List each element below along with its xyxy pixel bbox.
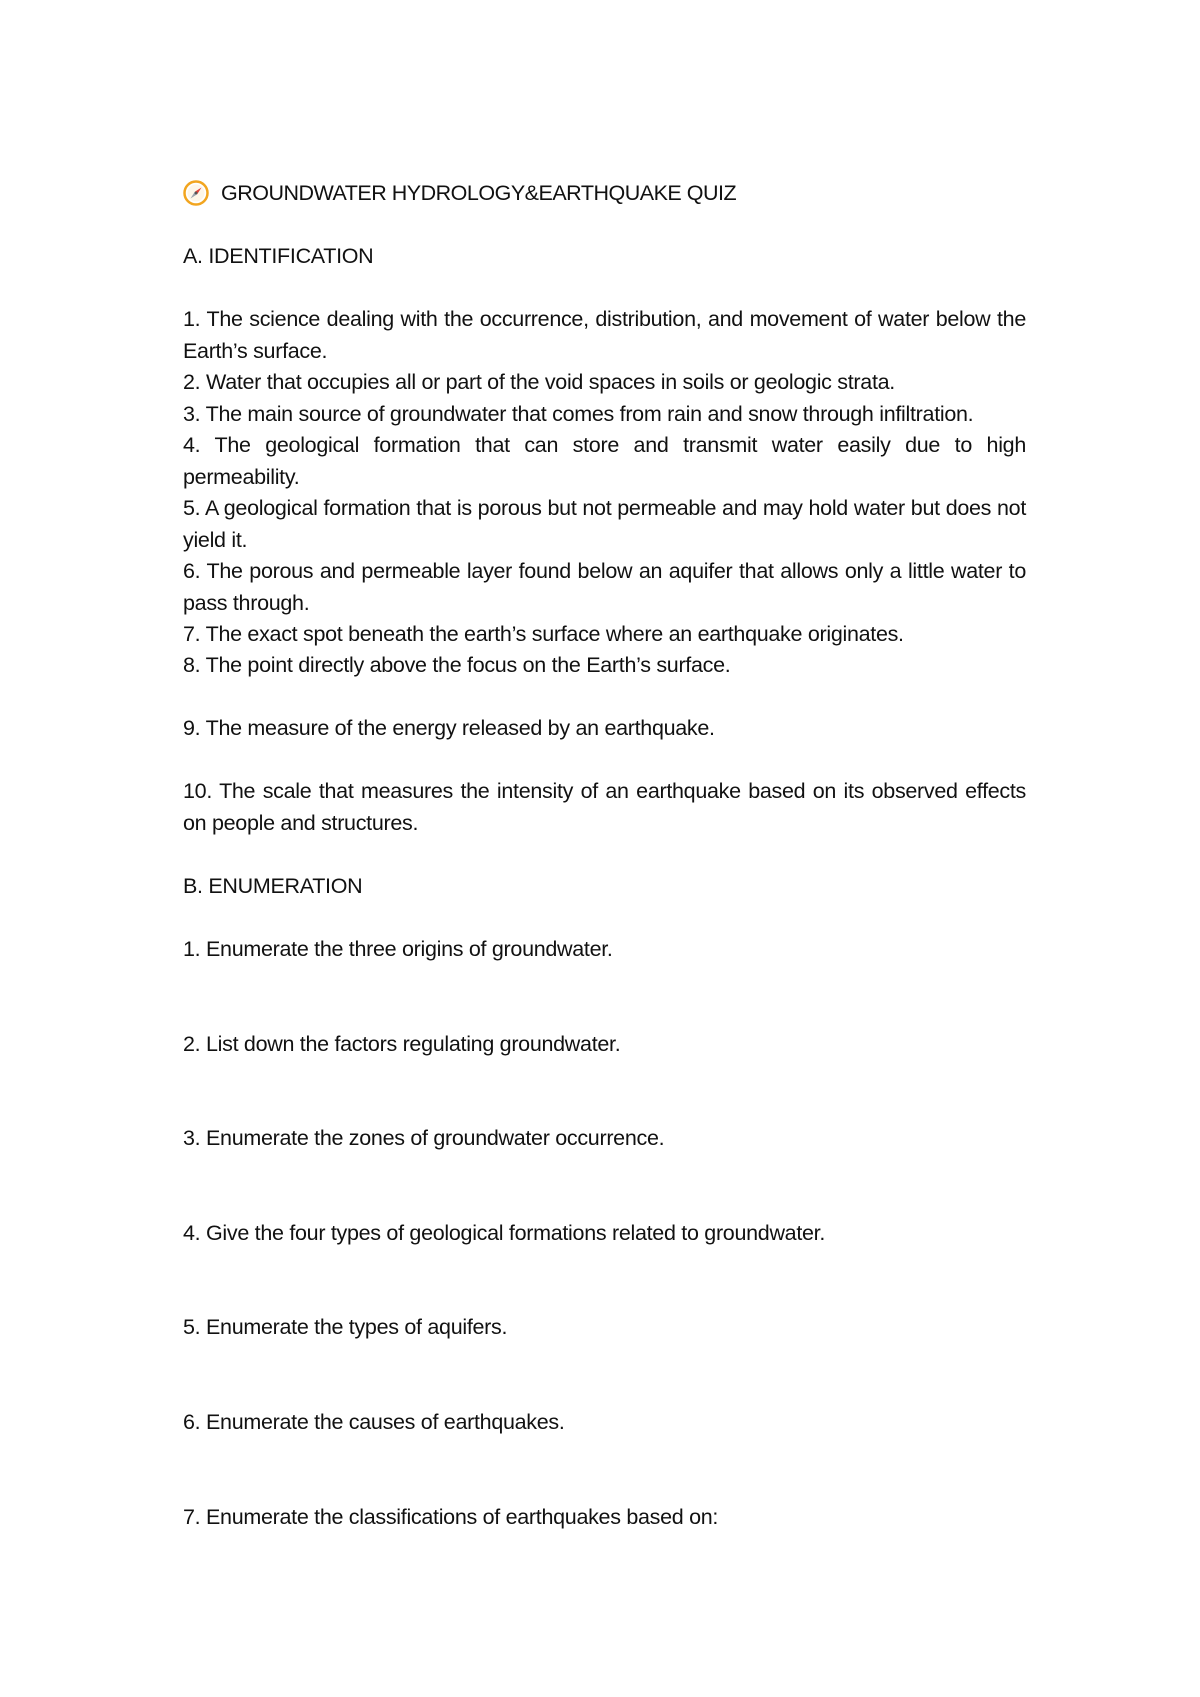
enumeration-item-4: 4. Give the four types of geological formations related to groundwater. [183,1221,825,1245]
enumeration-item-2: 2. List down the factors regulating groundwater. [183,1032,621,1056]
enumeration-item-1: 1. Enumerate the three origins of groundwater. [183,937,613,961]
identification-item-10: 10. The scale that measures the intensity of an earthquake based on its observed effects on people and structures. [183,779,1026,835]
identification-item-5: 5. A geological formation that is porous but not permeable and may hold water but does not yield it. [183,496,1026,552]
identification-item-6: 6. The porous and permeable layer found below an aquifer that allows only a little water to pass through. [183,559,1026,615]
identification-item-1: 1. The science dealing with the occurrence, distribution, and movement of water below the Earth’s surface. [183,307,1026,363]
identification-item-3: 3. The main source of groundwater that comes from rain and snow through infiltration. [183,402,974,426]
identification-item-9: 9. The measure of the energy released by an earthquake. [183,716,715,740]
enumeration-item-3: 3. Enumerate the zones of groundwater occurrence. [183,1126,665,1150]
compass-icon [183,180,209,206]
quiz-title-text: GROUNDWATER HYDROLOGY&EARTHQUAKE QUIZ [221,180,737,205]
identification-item-4: 4. The geological formation that can store and transmit water easily due to high permeability. [183,433,1026,489]
identification-item-2: 2. Water that occupies all or part of the void spaces in soils or geologic strata. [183,370,895,394]
quiz-title [183,177,736,209]
section-b-heading: B. ENUMERATION [183,874,363,898]
enumeration-item-6: 6. Enumerate the causes of earthquakes. [183,1410,565,1434]
identification-item-8: 8. The point directly above the focus on the Earth’s surface. [183,653,731,677]
section-a-heading: A. IDENTIFICATION [183,244,374,268]
identification-item-7: 7. The exact spot beneath the earth’s surface where an earthquake originates. [183,622,904,646]
enumeration-item-5: 5. Enumerate the types of aquifers. [183,1315,508,1339]
enumeration-item-7: 7. Enumerate the classifications of earthquakes based on: [183,1505,719,1529]
